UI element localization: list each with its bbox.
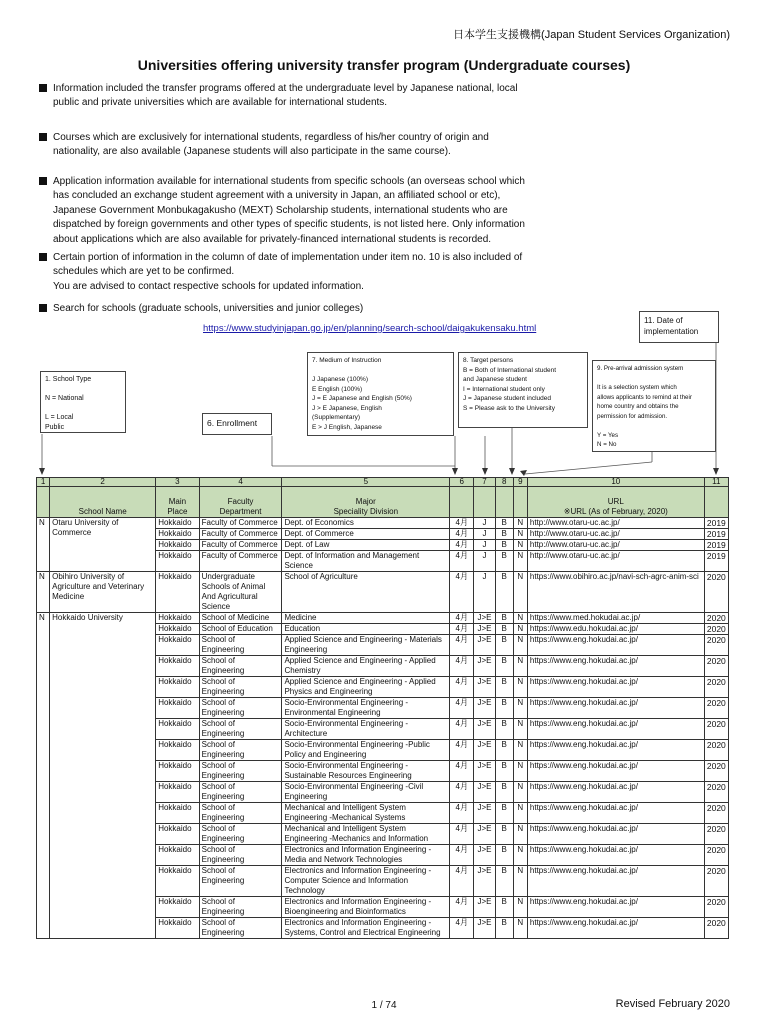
enrollment-cell: 4月 (450, 897, 474, 918)
year-cell: 2020 (704, 656, 728, 677)
target-cell: B (495, 572, 513, 613)
place-cell: Hokkaido (156, 824, 199, 845)
school-type-cell: N (37, 518, 50, 572)
url-cell: https://www.eng.hokudai.ac.jp/ (527, 656, 704, 677)
pre-arrival-cell: N (513, 572, 527, 613)
enrollment-cell: 4月 (450, 845, 474, 866)
place-cell: Hokkaido (156, 782, 199, 803)
header-pre (513, 487, 527, 518)
medium-cell: J>E (474, 719, 495, 740)
place-cell: Hokkaido (156, 613, 199, 624)
place-cell: Hokkaido (156, 719, 199, 740)
url-cell: http://www.otaru-uc.ac.jp/ (527, 529, 704, 540)
medium-cell: J>E (474, 613, 495, 624)
major-cell: Dept. of Economics (282, 518, 450, 529)
faculty-cell: School of Engineering (199, 782, 282, 803)
enrollment-cell: 4月 (450, 540, 474, 551)
callout-enrollment: 6. Enrollment (202, 413, 272, 435)
url-cell: https://www.eng.hokudai.ac.jp/ (527, 740, 704, 761)
page-title: Universities offering university transfer program (Undergraduate courses) (137, 57, 631, 73)
pre-arrival-cell: N (513, 897, 527, 918)
year-cell: 2020 (704, 782, 728, 803)
url-cell: https://www.eng.hokudai.ac.jp/ (527, 803, 704, 824)
medium-cell: J>E (474, 803, 495, 824)
major-cell: Socio-Environmental Engineering -Public Policy and Engineering (282, 740, 450, 761)
bullet-text: Information included the transfer programs offered at the undergraduate level by Japanese national, local public and private universities which are available for international students. (53, 83, 518, 109)
header-enroll (450, 487, 474, 518)
major-cell: Electronics and Information Engineering -Media and Network Technologies (282, 845, 450, 866)
enrollment-cell: 4月 (450, 572, 474, 613)
pre-arrival-cell: N (513, 518, 527, 529)
pre-arrival-cell: N (513, 540, 527, 551)
enrollment-cell: 4月 (450, 518, 474, 529)
faculty-cell: School of Engineering (199, 897, 282, 918)
major-cell: Applied Science and Engineering - Materials Engineering (282, 635, 450, 656)
column-number-cell: 6 (450, 478, 474, 487)
medium-cell: J>E (474, 782, 495, 803)
target-cell: B (495, 866, 513, 897)
url-cell: https://www.eng.hokudai.ac.jp/ (527, 782, 704, 803)
enrollment-cell: 4月 (450, 677, 474, 698)
major-cell: Socio-Environmental Engineering -Civil Engineering (282, 782, 450, 803)
target-cell: B (495, 918, 513, 939)
place-cell: Hokkaido (156, 551, 199, 572)
medium-cell: J>E (474, 824, 495, 845)
header-main-place: Main Place (156, 487, 199, 518)
major-cell: Applied Science and Engineering - Applied Physics and Engineering (282, 677, 450, 698)
faculty-cell: School of Engineering (199, 740, 282, 761)
column-number-cell: 2 (50, 478, 156, 487)
callout-medium-of-instruction: 7. Medium of Instruction J Japanese (100%) E English (100%) J = E Japanese and English (50%) J > E Japanese, English (Supplementary) E > J English, Japanese (307, 352, 454, 436)
universities-table (36, 477, 729, 939)
target-cell: B (495, 897, 513, 918)
pre-arrival-cell: N (513, 918, 527, 939)
target-cell: B (495, 761, 513, 782)
pre-arrival-cell: N (513, 551, 527, 572)
year-cell: 2020 (704, 698, 728, 719)
medium-cell: J>E (474, 656, 495, 677)
bullet-text: Search for schools (graduate schools, universities and junior colleges) (53, 303, 364, 314)
year-cell: 2019 (704, 529, 728, 540)
enrollment-cell: 4月 (450, 635, 474, 656)
school-name-cell: Hokkaido University (50, 613, 156, 939)
year-cell: 2020 (704, 897, 728, 918)
table-row (37, 518, 729, 529)
place-cell: Hokkaido (156, 677, 199, 698)
year-cell: 2020 (704, 918, 728, 939)
target-cell: B (495, 635, 513, 656)
place-cell: Hokkaido (156, 803, 199, 824)
pre-arrival-cell: N (513, 635, 527, 656)
page-number: 1 / 74 (371, 1000, 397, 1011)
medium-cell: J (474, 540, 495, 551)
year-cell: 2020 (704, 845, 728, 866)
faculty-cell: School of Engineering (199, 635, 282, 656)
url-cell: https://www.eng.hokudai.ac.jp/ (527, 677, 704, 698)
medium-cell: J>E (474, 635, 495, 656)
column-number-cell: 1 (37, 478, 50, 487)
place-cell: Hokkaido (156, 918, 199, 939)
medium-cell: J>E (474, 845, 495, 866)
medium-cell: J>E (474, 677, 495, 698)
url-cell: https://www.med.hokudai.ac.jp/ (527, 613, 704, 624)
year-cell: 2020 (704, 624, 728, 635)
url-cell: https://www.eng.hokudai.ac.jp/ (527, 824, 704, 845)
header-medium (474, 487, 495, 518)
faculty-cell: Faculty of Commerce (199, 540, 282, 551)
faculty-cell: School of Engineering (199, 824, 282, 845)
url-cell: https://www.eng.hokudai.ac.jp/ (527, 866, 704, 897)
major-cell: Electronics and Information Engineering -Systems, Control and Electrical Engineering (282, 918, 450, 939)
place-cell: Hokkaido (156, 540, 199, 551)
pre-arrival-cell: N (513, 866, 527, 897)
year-cell: 2020 (704, 761, 728, 782)
pre-arrival-cell: N (513, 761, 527, 782)
pre-arrival-cell: N (513, 824, 527, 845)
place-cell: Hokkaido (156, 518, 199, 529)
table-row (37, 613, 729, 624)
pre-arrival-cell: N (513, 782, 527, 803)
column-number-cell: 7 (474, 478, 495, 487)
url-cell: https://www.obihiro.ac.jp/navi-sch-agrc-anim-sci (527, 572, 704, 613)
header-major: Major Speciality Division (282, 487, 450, 518)
column-number-cell: 10 (527, 478, 704, 487)
pre-arrival-cell: N (513, 698, 527, 719)
year-cell: 2019 (704, 540, 728, 551)
column-number-cell: 3 (156, 478, 199, 487)
school-name-cell: Otaru University of Commerce (50, 518, 156, 572)
url-cell: https://www.eng.hokudai.ac.jp/ (527, 845, 704, 866)
place-cell: Hokkaido (156, 635, 199, 656)
column-number-row (37, 478, 729, 487)
faculty-cell: School of Engineering (199, 845, 282, 866)
place-cell: Hokkaido (156, 740, 199, 761)
target-cell: B (495, 613, 513, 624)
header-school-name: School Name (50, 487, 156, 518)
callout-target-persons: 8. Target persons B = Both of International student and Japanese student I = International student only J = Japanese student included S = Please ask to the University (458, 352, 588, 428)
faculty-cell: School of Engineering (199, 719, 282, 740)
url-cell: http://www.otaru-uc.ac.jp/ (527, 551, 704, 572)
place-cell: Hokkaido (156, 572, 199, 613)
column-number-cell: 5 (282, 478, 450, 487)
header-url: URL ※URL (As of February, 2020) (527, 487, 704, 518)
enrollment-cell: 4月 (450, 719, 474, 740)
target-cell: B (495, 782, 513, 803)
header-year (704, 487, 728, 518)
column-number-cell: 4 (199, 478, 282, 487)
target-cell: B (495, 677, 513, 698)
major-cell: Mechanical and Intelligent System Engineering -Mechanical Systems (282, 803, 450, 824)
callout-pre-arrival: 9. Pre-arrival admission system It is a selection system which allows applicants to remind at their home country and obtains the permission for admission. Y = Yes N = No (592, 360, 716, 452)
revision-date: Revised February 2020 (615, 998, 730, 1010)
major-cell: Mechanical and Intelligent System Engineering -Mechanics and Information (282, 824, 450, 845)
target-cell: B (495, 551, 513, 572)
target-cell: B (495, 824, 513, 845)
medium-cell: J>E (474, 761, 495, 782)
bullet-text: Courses which are exclusively for international students, regardless of his/her country of origin and nationality, are also available (Japanese students will also participate in the same course). (53, 132, 489, 158)
year-cell: 2020 (704, 613, 728, 624)
faculty-cell: School of Medicine (199, 613, 282, 624)
target-cell: B (495, 518, 513, 529)
enrollment-cell: 4月 (450, 918, 474, 939)
url-cell: https://www.eng.hokudai.ac.jp/ (527, 761, 704, 782)
target-cell: B (495, 803, 513, 824)
target-cell: B (495, 845, 513, 866)
medium-cell: J (474, 518, 495, 529)
medium-cell: J (474, 572, 495, 613)
enrollment-cell: 4月 (450, 782, 474, 803)
pre-arrival-cell: N (513, 613, 527, 624)
enrollment-cell: 4月 (450, 866, 474, 897)
column-number-cell: 9 (513, 478, 527, 487)
column-number-cell: 8 (495, 478, 513, 487)
faculty-cell: Faculty of Commerce (199, 529, 282, 540)
medium-cell: J>E (474, 740, 495, 761)
url-cell: https://www.eng.hokudai.ac.jp/ (527, 897, 704, 918)
column-number-cell: 11 (704, 478, 728, 487)
faculty-cell: School of Engineering (199, 677, 282, 698)
target-cell: B (495, 698, 513, 719)
bullet-text: Certain portion of information in the column of date of implementation under item no. 10 is also included of schedules which are yet to be confirmed. You are advised to contact respective schools for updated information. (53, 252, 523, 292)
major-cell: Electronics and Information Engineering -Bioengineering and Bioinformatics (282, 897, 450, 918)
url-cell: https://www.eng.hokudai.ac.jp/ (527, 918, 704, 939)
major-cell: Electronics and Information Engineering -Computer Science and Information Technology (282, 866, 450, 897)
place-cell: Hokkaido (156, 656, 199, 677)
enrollment-cell: 4月 (450, 656, 474, 677)
year-cell: 2020 (704, 803, 728, 824)
header-type (37, 487, 50, 518)
place-cell: Hokkaido (156, 866, 199, 897)
major-cell: Medicine (282, 613, 450, 624)
header-row (37, 487, 729, 518)
target-cell: B (495, 529, 513, 540)
enrollment-cell: 4月 (450, 803, 474, 824)
callout-school-type: 1. School Type N = National L = Local Public (40, 371, 126, 433)
major-cell: School of Agriculture (282, 572, 450, 613)
search-school-link[interactable]: https://www.studyinjapan.go.jp/en/planning/search-school/daigakukensaku.html (203, 323, 537, 334)
faculty-cell: Undergraduate Schools of Animal And Agricultural Science (199, 572, 282, 613)
year-cell: 2020 (704, 740, 728, 761)
header-faculty: Faculty Department (199, 487, 282, 518)
pre-arrival-cell: N (513, 803, 527, 824)
place-cell: Hokkaido (156, 529, 199, 540)
bullet-text: Application information available for international students from specific schools (an overseas school which has concluded an exchange student agreement with a university in Japan, an affiliated school or etc), Japanese Government Monbukagakusho (MEXT) Scholarship students, international students who are dispatched by foreign governments and other types of specific students, is not listed here. Only information about applications which are also available for privately-financed international students is recorded. (53, 176, 525, 245)
faculty-cell: School of Engineering (199, 656, 282, 677)
target-cell: B (495, 624, 513, 635)
enrollment-cell: 4月 (450, 824, 474, 845)
target-cell: B (495, 656, 513, 677)
medium-cell: J>E (474, 897, 495, 918)
medium-cell: J>E (474, 866, 495, 897)
url-cell: https://www.edu.hokudai.ac.jp/ (527, 624, 704, 635)
pre-arrival-cell: N (513, 719, 527, 740)
enrollment-cell: 4月 (450, 613, 474, 624)
pre-arrival-cell: N (513, 624, 527, 635)
faculty-cell: School of Education (199, 624, 282, 635)
faculty-cell: School of Engineering (199, 803, 282, 824)
url-cell: https://www.eng.hokudai.ac.jp/ (527, 635, 704, 656)
place-cell: Hokkaido (156, 761, 199, 782)
target-cell: B (495, 540, 513, 551)
target-cell: B (495, 719, 513, 740)
header-target (495, 487, 513, 518)
url-cell: http://www.otaru-uc.ac.jp/ (527, 540, 704, 551)
place-cell: Hokkaido (156, 698, 199, 719)
faculty-cell: Faculty of Commerce (199, 518, 282, 529)
faculty-cell: School of Engineering (199, 918, 282, 939)
faculty-cell: School of Engineering (199, 761, 282, 782)
pre-arrival-cell: N (513, 677, 527, 698)
enrollment-cell: 4月 (450, 761, 474, 782)
callout-connector-lines (0, 0, 768, 480)
enrollment-cell: 4月 (450, 529, 474, 540)
faculty-cell: School of Engineering (199, 698, 282, 719)
school-type-cell: N (37, 572, 50, 613)
pre-arrival-cell: N (513, 845, 527, 866)
year-cell: 2020 (704, 677, 728, 698)
target-cell: B (495, 740, 513, 761)
enrollment-cell: 4月 (450, 698, 474, 719)
major-cell: Dept. of Commerce (282, 529, 450, 540)
place-cell: Hokkaido (156, 845, 199, 866)
callout-date-implementation: 11. Date of implementation (639, 311, 719, 343)
pre-arrival-cell: N (513, 656, 527, 677)
medium-cell: J>E (474, 918, 495, 939)
year-cell: 2020 (704, 719, 728, 740)
year-cell: 2020 (704, 866, 728, 897)
major-cell: Dept. of Law (282, 540, 450, 551)
pre-arrival-cell: N (513, 529, 527, 540)
year-cell: 2020 (704, 572, 728, 613)
place-cell: Hokkaido (156, 897, 199, 918)
medium-cell: J>E (474, 698, 495, 719)
year-cell: 2020 (704, 824, 728, 845)
major-cell: Education (282, 624, 450, 635)
pre-arrival-cell: N (513, 740, 527, 761)
major-cell: Applied Science and Engineering - Applied Chemistry (282, 656, 450, 677)
major-cell: Socio-Environmental Engineering - Sustainable Resources Engineering (282, 761, 450, 782)
year-cell: 2019 (704, 551, 728, 572)
table-row (37, 572, 729, 613)
major-cell: Socio-Environmental Engineering - Environmental Engineering (282, 698, 450, 719)
url-cell: https://www.eng.hokudai.ac.jp/ (527, 719, 704, 740)
year-cell: 2019 (704, 518, 728, 529)
enrollment-cell: 4月 (450, 624, 474, 635)
medium-cell: J (474, 551, 495, 572)
major-cell: Socio-Environmental Engineering - Architecture (282, 719, 450, 740)
school-name-cell: Obihiro University of Agriculture and Veterinary Medicine (50, 572, 156, 613)
faculty-cell: School of Engineering (199, 866, 282, 897)
url-cell: https://www.eng.hokudai.ac.jp/ (527, 698, 704, 719)
medium-cell: J>E (474, 624, 495, 635)
url-cell: http://www.otaru-uc.ac.jp/ (527, 518, 704, 529)
year-cell: 2020 (704, 635, 728, 656)
enrollment-cell: 4月 (450, 551, 474, 572)
school-type-cell: N (37, 613, 50, 939)
major-cell: Dept. of Information and Management Science (282, 551, 450, 572)
place-cell: Hokkaido (156, 624, 199, 635)
medium-cell: J (474, 529, 495, 540)
faculty-cell: Faculty of Commerce (199, 551, 282, 572)
enrollment-cell: 4月 (450, 740, 474, 761)
organization-name: 日本学生支援機構(Japan Student Services Organization) (453, 29, 730, 41)
